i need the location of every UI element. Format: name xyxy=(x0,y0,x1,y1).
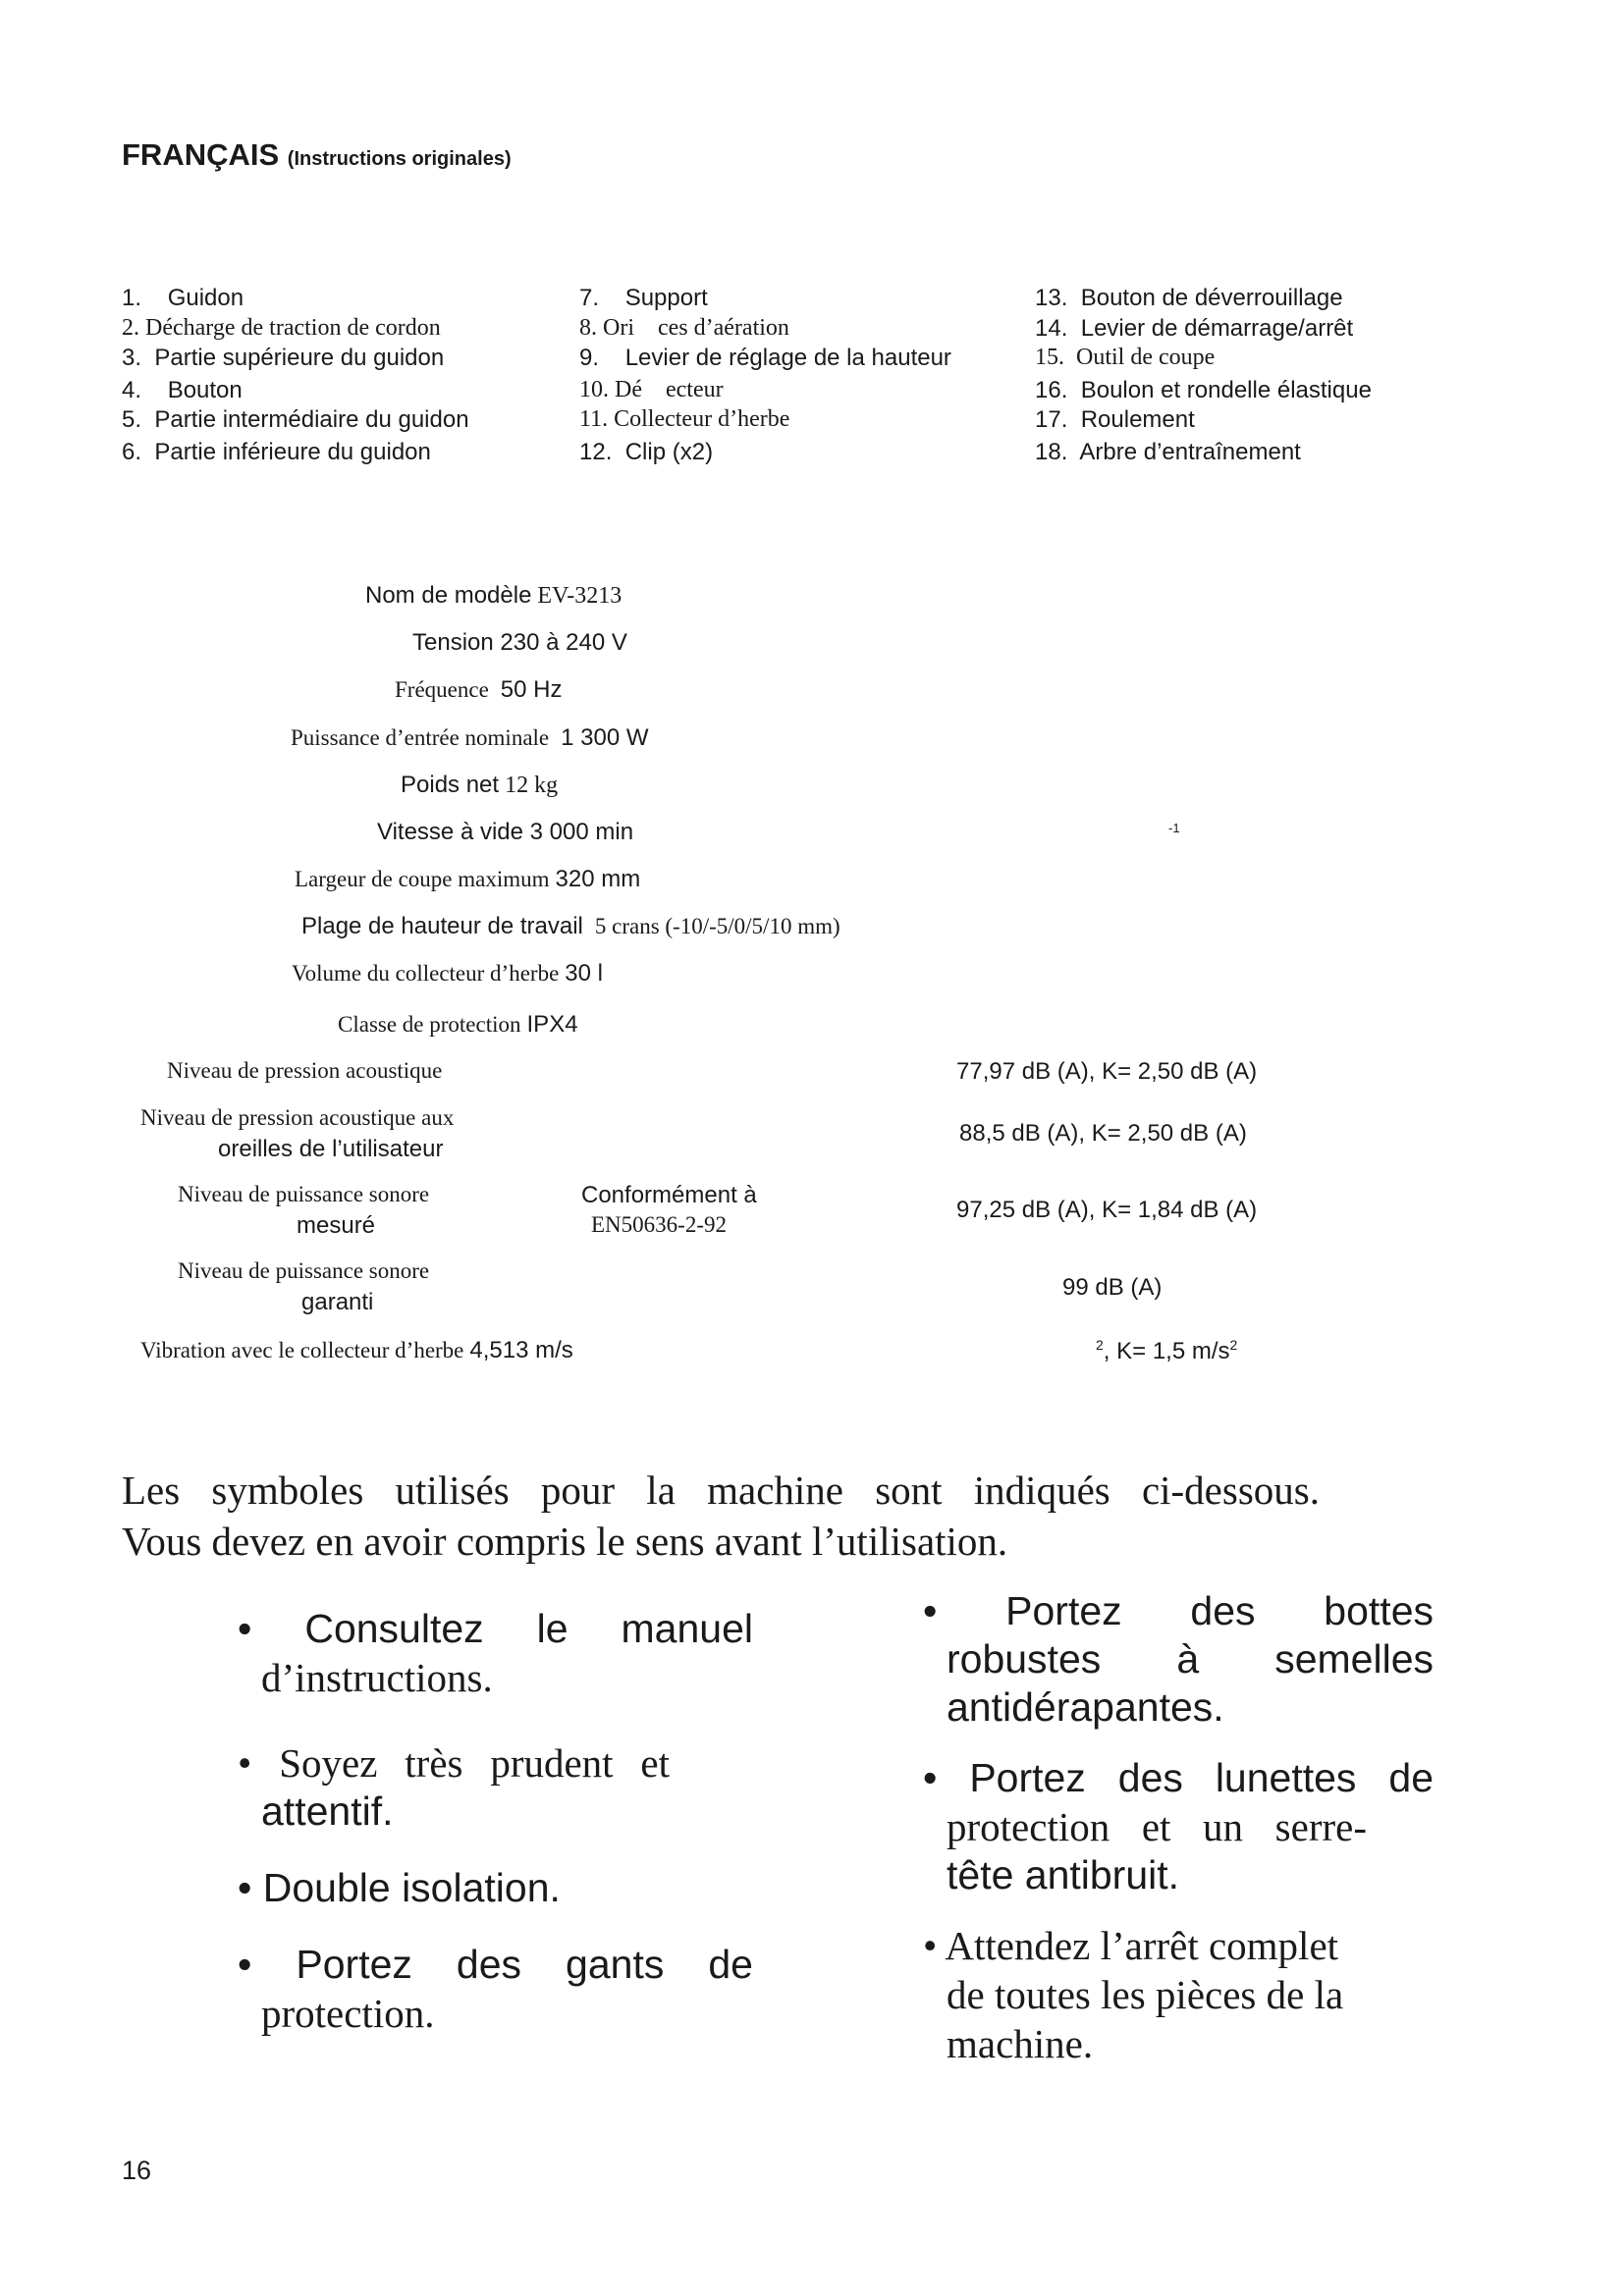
symbol-gloves: • Portez des gants de protection. xyxy=(238,1942,753,2036)
noise-label-pressure: Niveau de pression acoustique xyxy=(167,1058,443,1083)
part-item-1: 1. Guidon xyxy=(122,285,244,311)
symbol-caution: • Soyez très prudent et attentif. xyxy=(238,1740,670,1834)
part-item-13: 13. Bouton de déverrouillage xyxy=(1035,285,1343,311)
part-item-6: 6. Partie inférieure du guidon xyxy=(122,439,431,465)
spec-weight: Poids net 12 kg xyxy=(401,772,559,798)
part-item-14: 14. Levier de démarrage/arrêt xyxy=(1035,315,1354,342)
page-number: 16 xyxy=(122,2156,152,2185)
part-item-5: 5. Partie intermédiaire du guidon xyxy=(122,406,469,433)
spec-collector-volume: Volume du collecteur d’herbe 30 l xyxy=(292,960,603,987)
spec-cut-width: Largeur de coupe maximum 320 mm xyxy=(295,866,641,892)
symbol-boots: • Portez des bottes robustes à semelles antidérapantes. xyxy=(923,1588,1434,1730)
noise-label-power-guaranteed-line1: Niveau de puissance sonore xyxy=(178,1258,430,1283)
part-item-15: 15. Outil de coupe xyxy=(1035,345,1216,370)
noise-label-power-guaranteed-line2: garanti xyxy=(301,1289,374,1315)
part-item-16: 16. Boulon et rondelle élastique xyxy=(1035,377,1372,403)
language-subtitle: (Instructions originales) xyxy=(287,148,512,170)
part-item-9: 9. Levier de réglage de la hauteur xyxy=(579,345,951,371)
symbol-double-insulation: • Double isolation. xyxy=(238,1865,561,1910)
noise-value-pressure: 77,97 dB (A), K= 2,50 dB (A) xyxy=(956,1058,1258,1085)
noise-value-power-guaranteed: 99 dB (A) xyxy=(1062,1274,1163,1301)
symbol-eye-ear-protection: • Portez des lunettes de protection et un serre- tête antibruit. xyxy=(923,1755,1434,1897)
noise-value-ear-pressure: 88,5 dB (A), K= 2,50 dB (A) xyxy=(959,1120,1247,1147)
symbols-intro-line2: Vous devez en avoir compris le sens avant l’utilisation. xyxy=(122,1519,1008,1564)
noise-label-power-measured-line2: mesuré xyxy=(297,1212,376,1239)
spec-power: Puissance d’entrée nominale 1 300 W xyxy=(291,724,649,751)
spec-frequency: Fréquence 50 Hz xyxy=(395,676,563,703)
spec-model: Nom de modèle EV-3213 xyxy=(365,582,623,609)
part-item-2: 2. Décharge de traction de cordon xyxy=(122,315,441,341)
symbol-read-manual: • Consultez le manuel d’instructions. xyxy=(238,1606,754,1700)
part-item-7: 7. Support xyxy=(579,285,708,311)
spec-voltage: Tension 230 à 240 V xyxy=(412,629,627,656)
part-item-10: 10. Dé ecteur xyxy=(579,377,724,402)
noise-label-ear-pressure-line2: oreilles de l’utilisateur xyxy=(218,1136,444,1162)
noise-label-power-measured-line1: Niveau de puissance sonore xyxy=(178,1182,430,1206)
section-heading xyxy=(122,137,512,173)
part-item-12: 12. Clip (x2) xyxy=(579,439,714,465)
language-label: FRANÇAIS xyxy=(122,137,280,172)
part-item-3: 3. Partie supérieure du guidon xyxy=(122,345,445,371)
vibration-value-tail: $^2$, K= 1,5 $m/s^2$ xyxy=(1096,1337,1238,1364)
part-item-17: 17. Roulement xyxy=(1035,406,1195,433)
noise-standard-line1: Conformément à xyxy=(581,1182,757,1208)
vibration-row: Vibration avec le collecteur d’herbe 4,513 m/s xyxy=(140,1337,573,1363)
spec-speed: Vitesse à vide 3 000 min xyxy=(377,819,634,845)
part-item-18: 18. Arbre d’entraînement xyxy=(1035,439,1301,465)
spec-height-range: Plage de hauteur de travail 5 crans (-10/-5/0/5/10 mm) xyxy=(301,913,840,939)
noise-standard-line2: EN50636-2-92 xyxy=(591,1212,727,1237)
part-item-8: 8. Ori ces d’aération xyxy=(579,315,789,341)
part-item-4: 4. Bouton xyxy=(122,377,243,403)
part-item-11: 11. Collecteur d’herbe xyxy=(579,406,790,432)
spec-protection-class: Classe de protection IPX4 xyxy=(338,1011,578,1038)
symbols-intro-line1: Les symboles utilisés pour la machine sont indiqués ci-dessous. xyxy=(122,1468,1320,1513)
noise-value-power-measured: 97,25 dB (A), K= 1,84 dB (A) xyxy=(956,1197,1258,1223)
spec-speed-unit-exponent: -1 xyxy=(1168,821,1180,835)
noise-label-ear-pressure-line1: Niveau de pression acoustique aux xyxy=(140,1105,455,1130)
symbol-wait-stop: • Attendez l’arrêt complet de toutes les pièces de la machine. xyxy=(923,1923,1344,2066)
